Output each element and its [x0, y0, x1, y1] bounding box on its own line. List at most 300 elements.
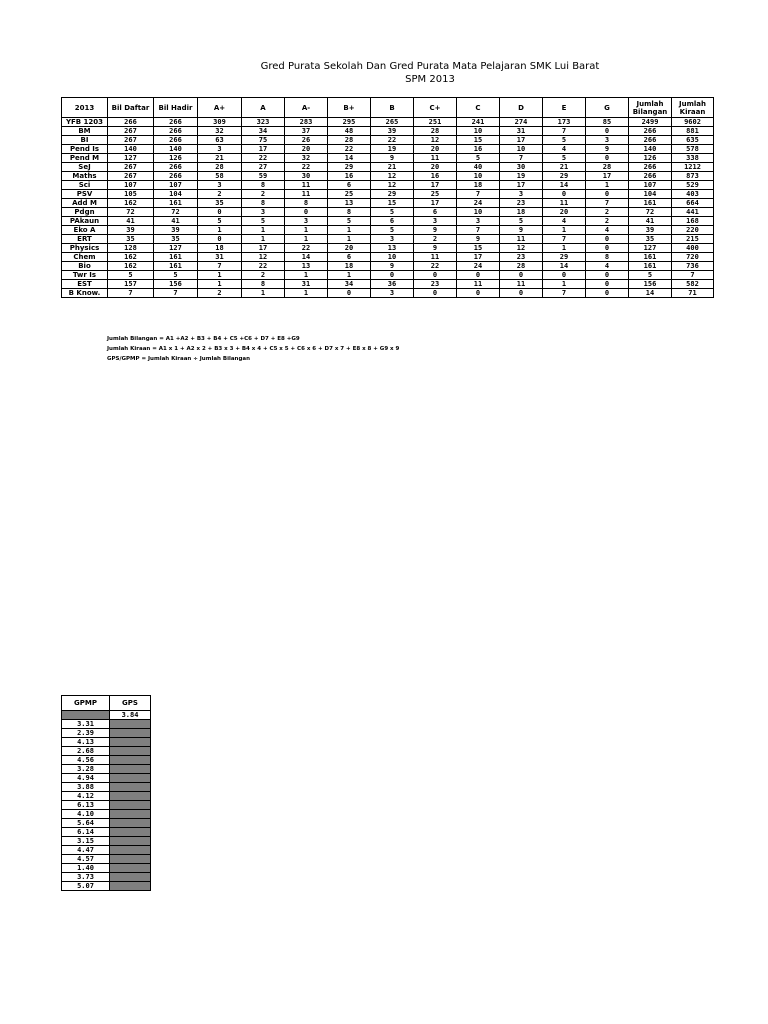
column-header: C+ — [414, 98, 457, 118]
value-cell: 1 — [285, 271, 328, 280]
value-cell: 267 — [108, 136, 154, 145]
subject-cell: EST — [62, 280, 108, 289]
value-cell: 1 — [328, 235, 371, 244]
value-cell: 22 — [242, 154, 285, 163]
value-cell: 1 — [586, 181, 629, 190]
value-cell: 126 — [154, 154, 198, 163]
value-cell: 17 — [586, 172, 629, 181]
value-cell: 7 — [672, 271, 714, 280]
subject-cell: B Know. — [62, 289, 108, 298]
value-cell: 8 — [285, 199, 328, 208]
value-cell: 13 — [285, 262, 328, 271]
value-cell: 35 — [629, 235, 672, 244]
value-cell: 1 — [285, 235, 328, 244]
gps-shaded-cell — [110, 837, 151, 846]
value-cell: 582 — [672, 280, 714, 289]
value-cell: 1 — [328, 271, 371, 280]
gpmp-row — [62, 819, 151, 828]
value-cell: 29 — [543, 253, 586, 262]
gpmp-value: 3.15 — [62, 837, 110, 846]
value-cell: 2 — [242, 190, 285, 199]
value-cell: 635 — [672, 136, 714, 145]
gpmp-header: GPMP — [62, 696, 110, 711]
value-cell: 23 — [500, 253, 543, 262]
gpmp-header-row — [62, 696, 151, 711]
value-cell: 128 — [108, 244, 154, 253]
value-cell: 12 — [371, 172, 414, 181]
value-cell: 5 — [371, 226, 414, 235]
value-cell: 140 — [154, 145, 198, 154]
gpmp-row — [62, 810, 151, 819]
value-cell: 173 — [543, 118, 586, 127]
table-row — [62, 226, 714, 235]
value-cell: 2499 — [629, 118, 672, 127]
gpmp-row — [62, 882, 151, 891]
gps-shaded-cell — [110, 801, 151, 810]
value-cell: 323 — [242, 118, 285, 127]
value-cell: 400 — [672, 244, 714, 253]
gpmp-row — [62, 738, 151, 747]
gpmp-row — [62, 837, 151, 846]
value-cell: 266 — [154, 163, 198, 172]
value-cell: 251 — [414, 118, 457, 127]
value-cell: 10 — [457, 172, 500, 181]
column-header: E — [543, 98, 586, 118]
value-cell: 5 — [371, 208, 414, 217]
value-cell: 0 — [198, 235, 242, 244]
value-cell: 10 — [457, 208, 500, 217]
gps-shaded-cell — [110, 810, 151, 819]
subject-cell: YFB 1203 — [62, 118, 108, 127]
value-cell: 266 — [629, 163, 672, 172]
value-cell: 41 — [629, 217, 672, 226]
title-line-2: SPM 2013 — [405, 74, 455, 85]
gps-shaded-cell — [110, 846, 151, 855]
value-cell: 5 — [154, 271, 198, 280]
value-cell: 9602 — [672, 118, 714, 127]
value-cell: 162 — [108, 199, 154, 208]
value-cell: 12 — [500, 244, 543, 253]
gpmp-value: 2.39 — [62, 729, 110, 738]
value-cell: 39 — [371, 127, 414, 136]
value-cell: 35 — [154, 235, 198, 244]
value-cell: 31 — [285, 280, 328, 289]
column-header: 2013 — [62, 98, 108, 118]
value-cell: 23 — [500, 199, 543, 208]
value-cell: 156 — [154, 280, 198, 289]
value-cell: 309 — [198, 118, 242, 127]
value-cell: 266 — [108, 118, 154, 127]
table-row — [62, 208, 714, 217]
value-cell: 20 — [328, 244, 371, 253]
value-cell: 14 — [629, 289, 672, 298]
table-row — [62, 181, 714, 190]
subject-cell: Eko A — [62, 226, 108, 235]
value-cell: 8 — [242, 280, 285, 289]
gpmp-value: 3.28 — [62, 765, 110, 774]
value-cell: 31 — [198, 253, 242, 262]
gpmp-value: 3.88 — [62, 783, 110, 792]
value-cell: 28 — [414, 127, 457, 136]
value-cell: 1 — [198, 280, 242, 289]
value-cell: 34 — [242, 127, 285, 136]
table-row — [62, 145, 714, 154]
table-row — [62, 235, 714, 244]
value-cell: 7 — [543, 289, 586, 298]
value-cell: 20 — [285, 145, 328, 154]
table-row — [62, 136, 714, 145]
gpmp-value: 5.07 — [62, 882, 110, 891]
subject-cell: BI — [62, 136, 108, 145]
value-cell: 20 — [414, 163, 457, 172]
value-cell: 104 — [629, 190, 672, 199]
value-cell: 9 — [414, 244, 457, 253]
value-cell: 441 — [672, 208, 714, 217]
table-row — [62, 199, 714, 208]
column-header: A — [242, 98, 285, 118]
column-header: Jumlah Bilangan — [629, 98, 672, 118]
formula-jumlah-kiraan: Jumlah Kiraan = A1 x 1 + A2 x 2 + B3 x 3 + B4 x 4 + C5 x 5 + C6 x 6 + D7 x 7 + E8 x 8 + G9 x 9 — [107, 346, 400, 352]
value-cell: 0 — [371, 271, 414, 280]
column-header: C — [457, 98, 500, 118]
value-cell: 127 — [108, 154, 154, 163]
value-cell: 30 — [500, 163, 543, 172]
subject-cell: ERT — [62, 235, 108, 244]
value-cell: 265 — [371, 118, 414, 127]
value-cell: 140 — [629, 145, 672, 154]
value-cell: 3 — [371, 289, 414, 298]
value-cell: 161 — [154, 253, 198, 262]
column-header: B+ — [328, 98, 371, 118]
gpmp-row — [62, 747, 151, 756]
value-cell: 0 — [586, 289, 629, 298]
value-cell: 29 — [328, 163, 371, 172]
value-cell: 161 — [629, 253, 672, 262]
value-cell: 881 — [672, 127, 714, 136]
value-cell: 7 — [586, 199, 629, 208]
value-cell: 28 — [198, 163, 242, 172]
value-cell: 5 — [500, 217, 543, 226]
gps-shaded-cell — [110, 873, 151, 882]
value-cell: 104 — [154, 190, 198, 199]
value-cell: 266 — [154, 136, 198, 145]
value-cell: 0 — [457, 289, 500, 298]
value-cell: 18 — [500, 208, 543, 217]
value-cell: 3 — [198, 181, 242, 190]
value-cell: 18 — [198, 244, 242, 253]
formula-notes — [107, 334, 399, 364]
value-cell: 18 — [457, 181, 500, 190]
value-cell: 7 — [457, 190, 500, 199]
subject-cell: Physics — [62, 244, 108, 253]
gpmp-row — [62, 765, 151, 774]
value-cell: 75 — [242, 136, 285, 145]
value-cell: 72 — [108, 208, 154, 217]
value-cell: 35 — [108, 235, 154, 244]
value-cell: 19 — [371, 145, 414, 154]
value-cell: 266 — [629, 136, 672, 145]
value-cell: 22 — [285, 163, 328, 172]
value-cell: 26 — [285, 136, 328, 145]
value-cell: 41 — [154, 217, 198, 226]
subject-cell: Maths — [62, 172, 108, 181]
value-cell: 7 — [154, 289, 198, 298]
value-cell: 107 — [154, 181, 198, 190]
value-cell: 22 — [328, 145, 371, 154]
value-cell: 11 — [500, 235, 543, 244]
gps-shaded-cell — [110, 774, 151, 783]
subject-cell: Pdgn — [62, 208, 108, 217]
value-cell: 578 — [672, 145, 714, 154]
value-cell: 22 — [285, 244, 328, 253]
value-cell: 2 — [414, 235, 457, 244]
value-cell: 338 — [672, 154, 714, 163]
value-cell: 3 — [457, 217, 500, 226]
value-cell: 0 — [500, 289, 543, 298]
gps-shaded-cell — [110, 882, 151, 891]
value-cell: 168 — [672, 217, 714, 226]
value-cell: 28 — [500, 262, 543, 271]
value-cell: 13 — [328, 199, 371, 208]
value-cell: 0 — [586, 127, 629, 136]
value-cell: 10 — [371, 253, 414, 262]
value-cell: 41 — [108, 217, 154, 226]
value-cell: 162 — [108, 262, 154, 271]
value-cell: 529 — [672, 181, 714, 190]
value-cell: 32 — [285, 154, 328, 163]
column-header: G — [586, 98, 629, 118]
value-cell: 15 — [457, 244, 500, 253]
value-cell: 0 — [285, 208, 328, 217]
value-cell: 720 — [672, 253, 714, 262]
document-title — [140, 60, 720, 86]
gps-value: 3.84 — [110, 711, 151, 720]
value-cell: 17 — [242, 244, 285, 253]
value-cell: 16 — [457, 145, 500, 154]
gpmp-row — [62, 774, 151, 783]
subject-cell: PAkaun — [62, 217, 108, 226]
value-cell: 1 — [328, 226, 371, 235]
value-cell: 267 — [108, 172, 154, 181]
gpmp-row — [62, 873, 151, 882]
value-cell: 17 — [414, 181, 457, 190]
gpmp-value: 1.40 — [62, 864, 110, 873]
value-cell: 2 — [586, 217, 629, 226]
value-cell: 7 — [500, 154, 543, 163]
table-row — [62, 118, 714, 127]
formula-gps-gpmp: GPS/GPMP = Jumlah Kiraan ÷ Jumlah Bilangan — [107, 356, 251, 362]
value-cell: 35 — [198, 199, 242, 208]
value-cell: 36 — [371, 280, 414, 289]
value-cell: 3 — [371, 235, 414, 244]
gpmp-value: 6.14 — [62, 828, 110, 837]
value-cell: 7 — [543, 235, 586, 244]
value-cell: 127 — [629, 244, 672, 253]
value-cell: 85 — [586, 118, 629, 127]
value-cell: 1 — [285, 289, 328, 298]
value-cell: 48 — [328, 127, 371, 136]
column-header: A- — [285, 98, 328, 118]
gps-row — [62, 711, 151, 720]
value-cell: 8 — [586, 253, 629, 262]
value-cell: 22 — [371, 136, 414, 145]
value-cell: 157 — [108, 280, 154, 289]
value-cell: 267 — [108, 127, 154, 136]
gpmp-value: 4.94 — [62, 774, 110, 783]
gpmp-value: 3.31 — [62, 720, 110, 729]
value-cell: 27 — [242, 163, 285, 172]
value-cell: 11 — [543, 199, 586, 208]
column-header: B — [371, 98, 414, 118]
value-cell: 295 — [328, 118, 371, 127]
value-cell: 1212 — [672, 163, 714, 172]
table-row — [62, 244, 714, 253]
value-cell: 20 — [543, 208, 586, 217]
value-cell: 17 — [457, 253, 500, 262]
value-cell: 162 — [108, 253, 154, 262]
gpmp-value: 4.57 — [62, 855, 110, 864]
value-cell: 17 — [500, 181, 543, 190]
value-cell: 3 — [198, 145, 242, 154]
value-cell: 2 — [198, 190, 242, 199]
gpmp-row — [62, 756, 151, 765]
value-cell: 0 — [586, 271, 629, 280]
value-cell: 12 — [371, 181, 414, 190]
value-cell: 12 — [414, 136, 457, 145]
gpmp-value: 3.73 — [62, 873, 110, 882]
value-cell: 107 — [629, 181, 672, 190]
table-row — [62, 172, 714, 181]
value-cell: 5 — [242, 217, 285, 226]
value-cell: 32 — [198, 127, 242, 136]
value-cell: 39 — [108, 226, 154, 235]
value-cell: 161 — [629, 199, 672, 208]
value-cell: 18 — [328, 262, 371, 271]
value-cell: 266 — [154, 172, 198, 181]
subject-cell: Pend Is — [62, 145, 108, 154]
value-cell: 15 — [371, 199, 414, 208]
subject-cell: Pend M — [62, 154, 108, 163]
gps-shaded-cell — [110, 819, 151, 828]
value-cell: 0 — [414, 271, 457, 280]
column-header: D — [500, 98, 543, 118]
value-cell: 34 — [328, 280, 371, 289]
value-cell: 873 — [672, 172, 714, 181]
value-cell: 156 — [629, 280, 672, 289]
value-cell: 107 — [108, 181, 154, 190]
gpmp-value: 4.47 — [62, 846, 110, 855]
value-cell: 215 — [672, 235, 714, 244]
value-cell: 1 — [543, 280, 586, 289]
value-cell: 71 — [672, 289, 714, 298]
gps-shaded-cell — [110, 864, 151, 873]
value-cell: 30 — [285, 172, 328, 181]
value-cell: 0 — [586, 235, 629, 244]
value-cell: 1 — [198, 271, 242, 280]
value-cell: 20 — [414, 145, 457, 154]
value-cell: 1 — [285, 226, 328, 235]
table-row — [62, 127, 714, 136]
value-cell: 0 — [543, 190, 586, 199]
subject-cell: Sci — [62, 181, 108, 190]
value-cell: 10 — [457, 127, 500, 136]
value-cell: 220 — [672, 226, 714, 235]
value-cell: 9 — [457, 235, 500, 244]
value-cell: 37 — [285, 127, 328, 136]
value-cell: 5 — [543, 136, 586, 145]
table-row — [62, 253, 714, 262]
gpmp-value: 4.56 — [62, 756, 110, 765]
value-cell: 0 — [457, 271, 500, 280]
value-cell: 13 — [371, 244, 414, 253]
value-cell: 1 — [242, 235, 285, 244]
value-cell: 7 — [108, 289, 154, 298]
gpmp-value: 2.68 — [62, 747, 110, 756]
value-cell: 40 — [457, 163, 500, 172]
table-row — [62, 262, 714, 271]
value-cell: 23 — [414, 280, 457, 289]
value-cell: 0 — [586, 190, 629, 199]
gpmp-shaded-cell — [62, 711, 110, 720]
value-cell: 283 — [285, 118, 328, 127]
value-cell: 9 — [371, 154, 414, 163]
value-cell: 267 — [108, 163, 154, 172]
value-cell: 3 — [500, 190, 543, 199]
value-cell: 39 — [629, 226, 672, 235]
value-cell: 17 — [500, 136, 543, 145]
value-cell: 29 — [543, 172, 586, 181]
value-cell: 39 — [154, 226, 198, 235]
value-cell: 5 — [457, 154, 500, 163]
table-row — [62, 280, 714, 289]
gpmp-value: 4.12 — [62, 792, 110, 801]
value-cell: 3 — [414, 217, 457, 226]
value-cell: 3 — [586, 136, 629, 145]
value-cell: 140 — [108, 145, 154, 154]
value-cell: 0 — [586, 280, 629, 289]
value-cell: 16 — [414, 172, 457, 181]
value-cell: 6 — [371, 217, 414, 226]
value-cell: 14 — [543, 262, 586, 271]
value-cell: 1 — [543, 244, 586, 253]
value-cell: 59 — [242, 172, 285, 181]
value-cell: 6 — [328, 181, 371, 190]
value-cell: 11 — [414, 154, 457, 163]
value-cell: 24 — [457, 199, 500, 208]
gpmp-value: 6.13 — [62, 801, 110, 810]
subject-cell: Bio — [62, 262, 108, 271]
gpmp-value: 4.13 — [62, 738, 110, 747]
gps-shaded-cell — [110, 738, 151, 747]
gpmp-row — [62, 864, 151, 873]
formula-jumlah-bilangan: Jumlah Bilangan = A1 +A2 + B3 + B4 + C5 +C6 + D7 + E8 +G9 — [107, 336, 300, 342]
value-cell: 11 — [414, 253, 457, 262]
value-cell: 17 — [414, 199, 457, 208]
value-cell: 10 — [500, 145, 543, 154]
gps-shaded-cell — [110, 729, 151, 738]
value-cell: 105 — [108, 190, 154, 199]
table-row — [62, 217, 714, 226]
value-cell: 58 — [198, 172, 242, 181]
column-header: Bil Hadir — [154, 98, 198, 118]
value-cell: 25 — [328, 190, 371, 199]
subject-cell: Twr Is — [62, 271, 108, 280]
gpmp-row — [62, 792, 151, 801]
gpmp-row — [62, 846, 151, 855]
gps-shaded-cell — [110, 855, 151, 864]
column-header: A+ — [198, 98, 242, 118]
value-cell: 63 — [198, 136, 242, 145]
